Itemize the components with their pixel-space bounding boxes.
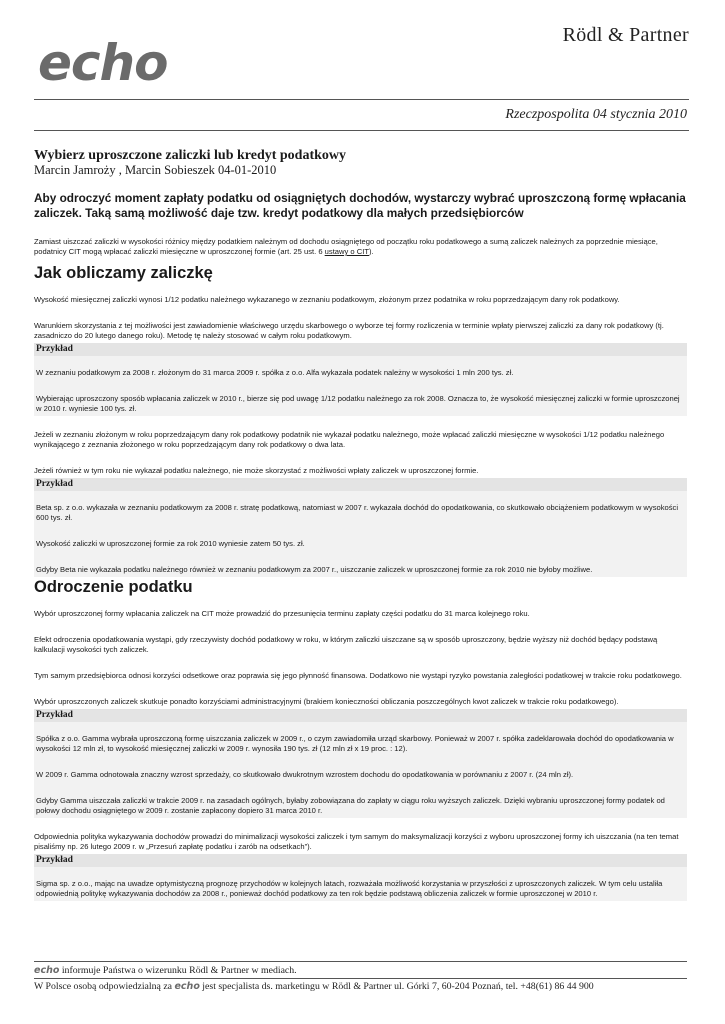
example-label: Przykład [34,343,687,356]
footer-divider [34,961,687,962]
footer-echo-logo: echo [174,981,200,992]
article-title: Wybierz uproszczone zaliczki lub kredyt podatkowy [34,148,347,163]
example-box [34,722,687,818]
example-paragraph: W zeznaniu podatkowym za 2008 r. złożonym do 31 marca 2009 r. spółka z o.o. Alfa wykazała podatek należny w wysokości 1 mln 200 tys. zł. [36,368,514,377]
brand-name: Rödl & Partner [562,24,689,46]
paragraph: Wybór uproszczonych zaliczek skutkuje ponadto korzyściami administracyjnymi (brakiem konieczności obliczania poszczególnych kwot zaliczek w trakcie roku podatkowego). [34,697,619,706]
echo-logo: echo [38,34,168,92]
paragraph: Wybór uproszczonej formy wpłacania zaliczek na CIT może prowadzić do przesunięcia terminu zapłaty części podatku do 31 marca kolejnego roku. [34,609,530,618]
example-paragraph: Wybierając uproszczony sposób wpłacania zaliczek w 2010 r., bierze się pod uwagę 1/12 podatku należnego za rok 2008. Oznacza to, że wysokość miesięcznej zaliczki w formie uproszczonej w 2010 r. wyniesie 100 tys. zł. [36,394,680,413]
header-divider [34,99,689,100]
example-box [34,867,687,901]
footer-echo-logo: echo [34,965,60,976]
example-label: Przykład [34,478,687,491]
footer-line-1: echo informuje Państwa o wizerunku Rödl & Partner w mediach. [34,965,297,976]
article [34,148,687,901]
paragraph: Jeżeli w zeznaniu złożonym w roku poprzedzającym dany rok podatkowy podatnik nie wykazał podatku należnego, może wpłacać zaliczki miesięczne w wysokości 1/12 podatku należnego wynikającego z zeznania złożonego w roku poprzedzającym dany rok podatkowy o dwa lata. [34,430,665,449]
publication-source: Rzeczpospolita 04 stycznia 2010 [505,107,687,122]
example-label: Przykład [34,854,687,867]
example-paragraph: Spółka z o.o. Gamma wybrała uproszczoną formę uiszczania zaliczek w 2009 r., o czym zawiadomiła urząd skarbowy. Ponieważ w 2007 r. spółka zadeklarowała dochód do opodatkowania w wysokości 12 mln zł, to wysokość miesięcznej zaliczki w 2009 r. wynosiła 190 tys. zł (12 mln zł x 19 proc. : 12). [36,734,674,753]
article-lead: Aby odroczyć moment zapłaty podatku od osiągniętych dochodów, wystarczy wybrać uproszczoną formę wpłacania zaliczek. Taką samą możliwość daje tzw. kredyt podatkowy dla małych przedsiębiorców [34,191,686,220]
footer [34,964,687,993]
example-paragraph: W 2009 r. Gamma odnotowała znaczny wzrost sprzedaży, co skutkowało dwukrotnym wzrostem dochodu do opodatkowania w porównaniu z 2007 r. (24 mln zł). [36,770,574,779]
example-box [34,491,687,577]
example-box [34,356,687,416]
example-paragraph: Beta sp. z o.o. wykazała w zeznaniu podatkowym za 2008 r. stratę podatkową, natomiast w 2007 r. wykazała dochód do opodatkowania, co skutkowało obciążeniem podatkowym w wysokości 600 tys. zł. [36,503,679,522]
paragraph: Tym samym przedsiębiorca odnosi korzyści odsetkowe oraz poprawia się jego płynność finansowa. Dodatkowo nie wystąpi ryzyko powstania zaległości podatkowej w trakcie roku podatkowego. [34,671,682,680]
example-paragraph: Gdyby Beta nie wykazała podatku należnego również w zeznaniu podatkowym za 2007 r., uiszczanie zaliczek w uproszczonej formie za rok 2010 nie byłoby możliwe. [36,565,593,574]
example-label: Przykład [34,709,687,722]
example-paragraph: Gdyby Gamma uiszczała zaliczki w trakcie 2009 r. na zasadach ogólnych, byłaby zobowiązana do zapłaty w ciągu roku wyższych zaliczek. Dzięki wybraniu uproszczonej formy podatek od połowy dochodu osiągniętego w 2009 r. zostanie zapłacony dopiero 31 marca 2010 r. [36,796,665,815]
section-heading: Odroczenie podatku [34,578,193,596]
paragraph: Odpowiednia polityka wykazywania dochodów prowadzi do minimalizacji wysokości zaliczek i tym samym do maksymalizacji korzyści z wyboru uproszczonej formy ich uiszczania (na ten temat pisaliśmy np. 26 lutego 2009 r. w „Przesuń zapłatę podatku i zarób na odsetkach”). [34,832,679,851]
paragraph: Wysokość miesięcznej zaliczki wynosi 1/12 podatku należnego wykazanego w zeznaniu podatkowym, złożonym przez podatnika w roku poprzedzającym dany rok podatkowy. [34,295,620,304]
example-paragraph: Wysokość zaliczki w uproszczonej formie za rok 2010 wyniesie zatem 50 tys. zł. [36,539,305,548]
paragraph: Warunkiem skorzystania z tej możliwości jest zawiadomienie właściwego urzędu skarbowego o wyborze tej formy rozliczenia w terminie wpłaty pierwszej zaliczki za dany rok podatkowy (tj. zasadniczo do 20 lutego danego roku). Metodę tę należy stosować w całym roku podatkowym. [34,321,664,340]
intro-paragraph: Zamiast uiszczać zaliczki w wysokości różnicy między podatkiem należnym od dochodu osiągniętego od początku roku podatkowego a sumą zaliczek należnych za poprzednie miesiące, podatnicy CIT mogą wpłacać zaliczki miesięczne w uproszczonej formie (art. 25 ust. 6 ustawy o CIT). [34,237,658,256]
law-link[interactable]: ustawy o CIT [324,247,369,256]
footer-inner-divider [34,978,687,979]
section-heading: Jak obliczamy zaliczkę [34,264,213,282]
footer-line-2: W Polsce osobą odpowiedzialną za echo jest specjalista ds. marketingu w Rödl & Partner ul. Górki 7, 60-204 Poznań, tel. +48(61) 86 44 900 [34,981,594,992]
paragraph: Efekt odroczenia opodatkowania wystąpi, gdy rzeczywisty dochód podatkowy w roku, w którym zaliczki uiszczane są w sposób uproszczony, będzie wyższy niż dochód będący podstawą kalkulacji wysokości tych zaliczek. [34,635,658,654]
paragraph: Jeżeli również w tym roku nie wykazał podatku należnego, nie może skorzystać z możliwości wpłaty zaliczek w uproszczonej formie. [34,466,479,475]
header-divider-2 [34,130,689,131]
example-paragraph: Sigma sp. z o.o., mając na uwadze optymistyczną prognozę przychodów w kolejnych latach, rozważała możliwość korzystania w przyszłości z uproszczonych zaliczek. W tym celu ustaliła odpowiednią politykę wykazywania dochodów za 2008 r., ponieważ dochód podatkowy za ten rok będzie podstawą obliczenia zaliczek w formie uproszczonej w 2010 r. [36,879,663,898]
article-authors: Marcin Jamroży , Marcin Sobieszek 04-01-2010 [34,163,277,177]
